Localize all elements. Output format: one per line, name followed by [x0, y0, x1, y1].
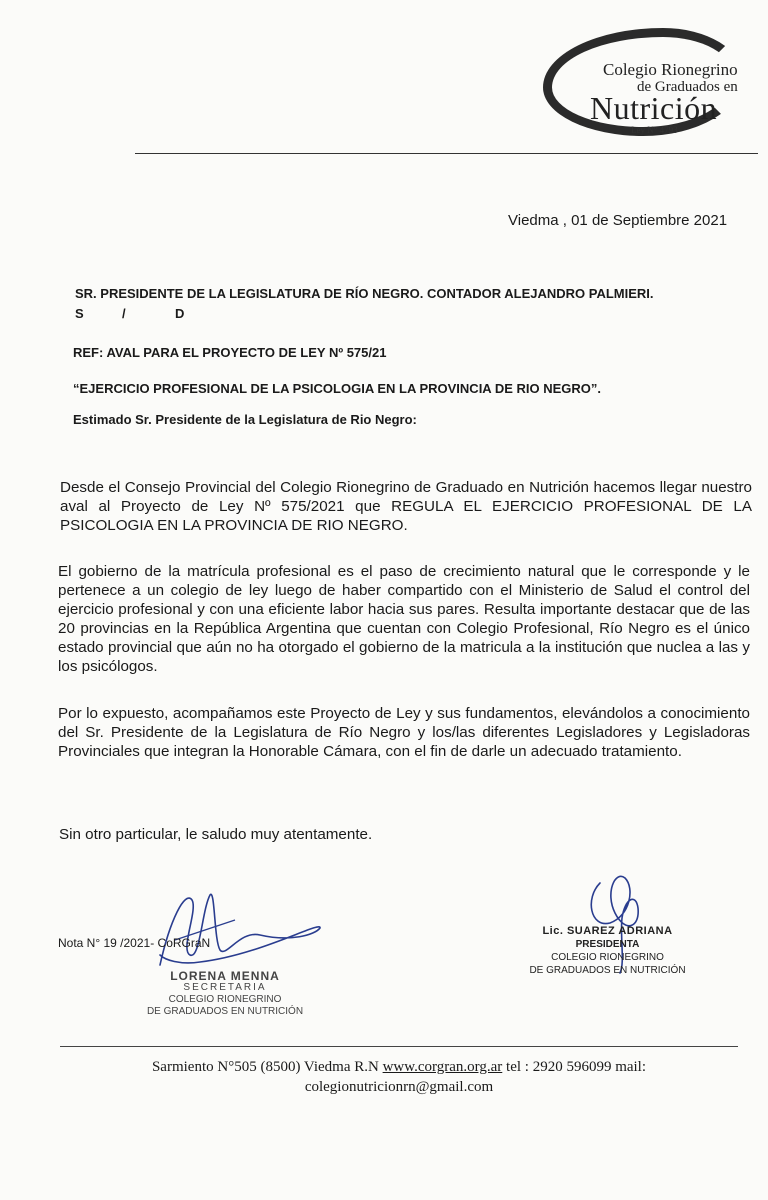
logo-line-1: Colegio Rionegrino — [603, 60, 738, 79]
footer-tel: tel : 2920 596099 mail: — [506, 1059, 647, 1075]
sd-slash: / — [122, 306, 126, 321]
header-divider — [135, 153, 758, 154]
sd-s: S — [75, 306, 84, 321]
signer-right-name: Lic. SUAREZ ADRIANA — [542, 925, 673, 937]
sd-d: D — [175, 306, 185, 321]
body-paragraph-1: Desde el Consejo Provincial del Colegio Rionegrino de Graduado en Nutrición hacemos llegar nuestro aval al Proyecto de Ley Nº 575/2021 que REGULA EL EJERCICIO PROFESIONAL DE LA PSICOLOGIA EN LA PROVINCIA DE RIO NEGRO. — [60, 479, 752, 534]
nota-number: Nota N° 19 /2021- CoRGraN — [58, 936, 211, 950]
stamp-right — [520, 925, 695, 977]
body-paragraph-3: Por lo expuesto, acompañamos este Proyecto de Ley y sus fundamentos, elevándolos a conocimiento del Sr. Presidente de la Legislatura de Río Negro y los/las diferentes Legisladores y Legisladoras Provinciales que integran la Honorable Cámara, con el fin de darle un adecuado tratamiento. — [58, 705, 750, 760]
letter-date: Viedma , 01 de Septiembre 2021 — [508, 212, 728, 229]
footer — [60, 1057, 738, 1097]
stamp-left — [140, 970, 310, 1018]
signer-left-role: SECRETARIA — [183, 982, 267, 993]
footer-email[interactable]: colegionutricionrn@gmail.com — [304, 1079, 494, 1095]
reference: REF: AVAL PARA EL PROYECTO DE LEY Nº 575/21 — [73, 345, 387, 360]
signer-right-org-2: DE GRADUADOS EN NUTRICIÓN — [529, 965, 686, 976]
signer-right-org-1: COLEGIO RIONEGRINO — [551, 952, 664, 963]
closing-line: Sin otro particular, le saludo muy atentamente. — [59, 826, 373, 843]
footer-divider — [60, 1046, 738, 1047]
body-paragraph-2: El gobierno de la matrícula profesional es el paso de crecimiento natural que le corresponde y le pertenece a un colegio de ley luego de haber compartido con el Ministerio de Salud el control del ejercicio profesional y con una eficiente labor hacia sus pares. Resulta importante destacar que de las 20 provincias en la República Argentina que cuentan con Colegio Profesional, Río Negro es el único estado provincial que aún no ha otorgado el gobierno de la matricula a la institución que nuclea a las y los psicólogos. — [58, 563, 750, 675]
signer-left-org-2: DE GRADUADOS EN NUTRICIÓN — [146, 1006, 304, 1017]
logo-line-2: de Graduados en — [637, 79, 738, 95]
reference-title: “EJERCICIO PROFESIONAL DE LA PSICOLOGIA EN LA PROVINCIA DE RIO NEGRO”. — [73, 381, 601, 396]
signer-right-role: PRESIDENTA — [575, 939, 640, 950]
logo-ley: Ley N° 4793 — [631, 125, 678, 135]
footer-website-link[interactable]: www.corgran.org.ar — [382, 1059, 503, 1075]
logo-title: Nutrición — [590, 90, 718, 126]
signer-left-org-1: COLEGIO RIONEGRINO — [168, 994, 282, 1005]
signature-left — [140, 880, 330, 983]
addressee: SR. PRESIDENTE DE LA LEGISLATURA DE RÍO NEGRO. CONTADOR ALEJANDRO PALMIERI. — [75, 286, 654, 301]
footer-address: Sarmiento N°505 (8500) Viedma R.N — [151, 1059, 379, 1075]
greeting: Estimado Sr. Presidente de la Legislatura de Rio Negro: — [73, 412, 417, 427]
signer-left-name: LORENA MENNA — [170, 969, 280, 983]
